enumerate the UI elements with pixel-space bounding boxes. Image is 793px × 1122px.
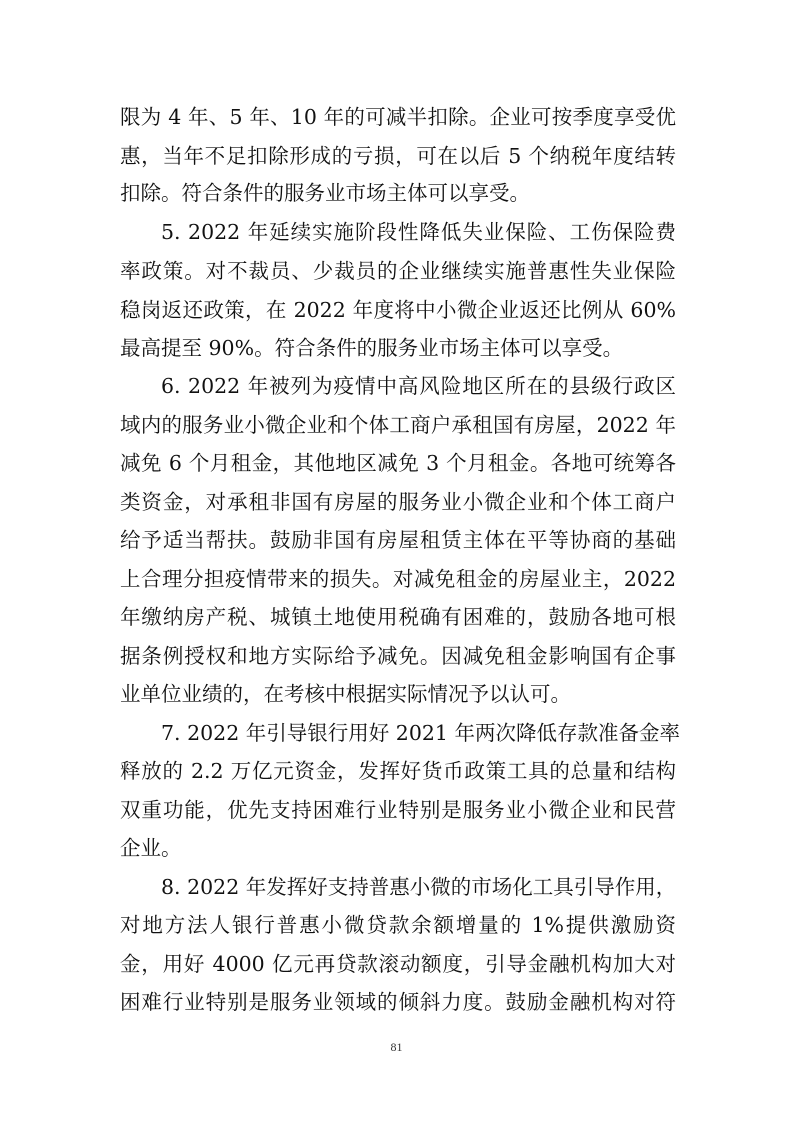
text-line: 释放的 2.2 万亿元资金，发挥好货币政策工具的总量和结构 [120, 759, 676, 783]
text-line: 最高提至 90%。符合条件的服务业市场主体可以享受。 [120, 336, 624, 360]
text-line: 金，用好 4000 亿元再贷款滚动额度，引导金融机构加大对 [120, 952, 676, 976]
text-line: 限为 4 年、5 年、10 年的可减半扣除。企业可按季度享受优 [120, 105, 676, 129]
text-line: 类资金，对承租非国有房屋的服务业小微企业和个体工商户 [120, 490, 676, 514]
page-number: 81 [390, 1040, 403, 1054]
text-line: 5. 2022 年延续实施阶段性降低失业保险、工伤保险费 [161, 220, 676, 244]
text-line: 扣除。符合条件的服务业市场主体可以享受。 [120, 181, 530, 205]
text-line: 企业。 [120, 836, 182, 860]
text-line: 上合理分担疫情带来的损失。对减免租金的房屋业主，2022 [120, 567, 676, 591]
text-line: 7. 2022 年引导银行用好 2021 年两次降低存款准备金率 [161, 721, 680, 745]
text-line: 双重功能，优先支持困难行业特别是服务业小微企业和民营 [120, 798, 676, 822]
text-line: 8. 2022 年发挥好支持普惠小微的市场化工具引导作用， [161, 875, 677, 899]
text-line: 业单位业绩的，在考核中根据实际情况予以认可。 [120, 682, 571, 706]
text-line: 对地方法人银行普惠小微贷款余额增量的 1%提供激励资 [120, 913, 676, 937]
text-line: 域内的服务业小微企业和个体工商户承租国有房屋，2022 年 [120, 413, 676, 437]
text-line: 给予适当帮扶。鼓励非国有房屋租赁主体在平等协商的基础 [120, 528, 676, 552]
text-line: 惠，当年不足扣除形成的亏损，可在以后 5 个纳税年度结转 [120, 144, 676, 168]
text-line: 6. 2022 年被列为疫情中高风险地区所在的县级行政区 [161, 374, 676, 398]
text-line: 年缴纳房产税、城镇土地使用税确有困难的，鼓励各地可根 [120, 605, 676, 629]
text-line: 困难行业特别是服务业领域的倾斜力度。鼓励金融机构对符 [120, 990, 676, 1014]
text-line: 据条例授权和地方实际给予减免。因减免租金影响国有企事 [120, 644, 676, 668]
text-line: 率政策。对不裁员、少裁员的企业继续实施普惠性失业保险 [120, 259, 676, 283]
text-line: 减免 6 个月租金，其他地区减免 3 个月租金。各地可统筹各 [120, 451, 676, 475]
text-line: 稳岗返还政策，在 2022 年度将中小微企业返还比例从 60% [120, 298, 676, 322]
